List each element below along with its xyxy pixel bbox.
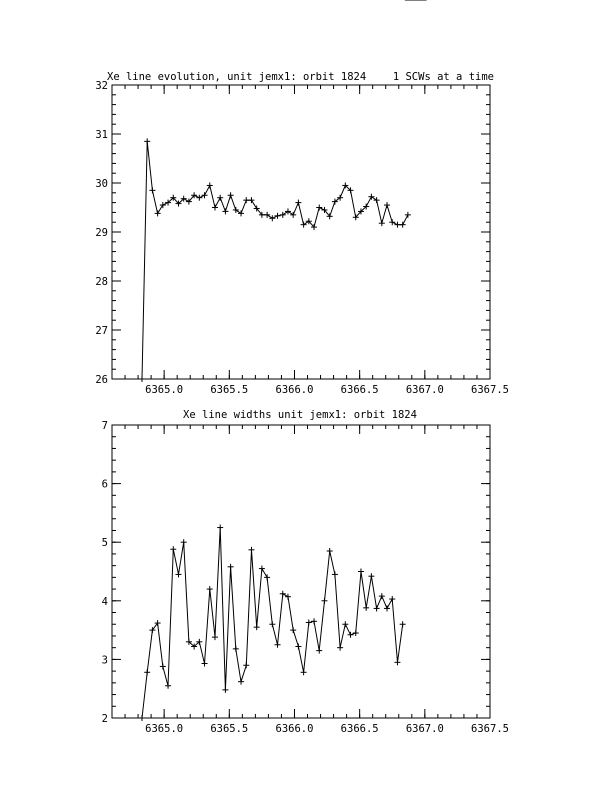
y-tick-label: 32 [95,80,108,92]
data-point [275,642,281,648]
data-point [170,546,176,552]
data-point [394,222,400,228]
xe-line-evolution-panel [95,0,509,396]
data-point [243,662,249,668]
data-point [228,564,234,570]
data-point [342,621,348,627]
data-point [181,539,187,545]
x-tick-label: 6367.5 [471,723,509,735]
data-point [264,212,270,218]
data-point [295,644,301,650]
data-point [374,197,380,203]
data-point [202,192,208,198]
y-tick-label: 3 [101,654,108,667]
data-point [222,208,228,214]
data-point [363,605,369,611]
x-tick-label: 6366.5 [340,384,379,396]
data-point [400,621,406,627]
data-point [259,566,265,572]
data-point [290,627,296,633]
data-point [207,182,213,188]
data-point [332,571,338,577]
x-tick-label: 6367.5 [471,384,509,396]
data-point [358,569,364,575]
x-tick-label: 6367.0 [405,723,444,735]
data-point [160,202,166,208]
y-tick-label: 6 [101,478,108,491]
data-point [368,573,374,579]
data-point [275,213,281,219]
data-point [311,618,317,624]
data-point [374,605,380,611]
data-point [139,715,145,721]
series-line [142,141,408,379]
x-tick-label: 6366.0 [275,723,314,735]
data-point [217,195,223,201]
y-tick-label: 28 [95,276,108,288]
data-point [285,208,291,214]
data-point [217,525,223,531]
data-point [222,687,228,693]
data-point [379,593,385,599]
data-point [368,194,374,200]
data-point [384,202,390,208]
data-point [238,210,244,216]
data-point [405,212,411,218]
data-point [149,187,155,193]
data-point [248,547,254,553]
data-point [144,669,150,675]
plot-frame [112,85,490,379]
data-point [321,598,327,604]
chart-title: Xe line evolution, unit jemx1: orbit 1824 [107,71,367,83]
data-point [139,376,145,382]
data-point [155,210,161,216]
data-point [207,586,213,592]
data-point [389,596,395,602]
y-tick-label: 7 [101,420,108,432]
data-point [348,632,354,638]
data-point [238,679,244,685]
data-point [389,219,395,225]
y-tick-label: 4 [101,595,108,608]
data-point [285,594,291,600]
data-point [202,661,208,667]
data-point [233,646,239,652]
data-point [228,192,234,198]
data-point [353,630,359,636]
y-tick-label: 5 [101,537,108,550]
y-tick-label: 31 [95,129,108,141]
data-point [306,619,312,625]
chart-title: Xe line widths unit jemx1: orbit 1824 [183,409,417,421]
data-point [233,207,239,213]
data-point [295,200,301,206]
data-point [316,648,322,654]
y-tick-label: 29 [95,227,108,239]
data-point [243,197,249,203]
data-point [379,220,385,226]
xe-line-widths-panel [102,0,509,735]
data-point [196,195,202,201]
data-point [290,212,296,218]
data-point [160,663,166,669]
x-tick-label: 6365.0 [145,723,184,735]
x-tick-label: 6367.0 [405,384,444,396]
data-point [248,197,254,203]
data-point [165,683,171,689]
x-tick-label: 6366.0 [275,384,314,396]
data-point [327,548,333,554]
data-point [301,669,307,675]
data-point [254,624,260,630]
data-point [280,591,286,597]
data-point [212,205,218,211]
x-tick-label: 6365.0 [145,384,184,396]
y-tick-label: 27 [95,325,108,337]
data-point [264,574,270,580]
y-tick-label: 26 [95,374,108,386]
data-point [301,222,307,228]
data-point [400,222,406,228]
x-tick-label: 6365.5 [210,384,249,396]
data-point [280,212,286,218]
data-point [394,659,400,665]
chart-subtitle: 1 SCWs at a time [392,71,494,83]
data-point [269,621,275,627]
y-tick-label: 2 [101,713,108,725]
x-tick-label: 6366.5 [340,723,379,735]
data-point [269,215,275,221]
data-point [175,571,181,577]
y-tick-label: 30 [95,178,108,190]
data-point [337,645,343,651]
data-point [384,605,390,611]
x-tick-label: 6365.5 [210,723,249,735]
data-point [144,138,150,144]
data-point [316,205,322,211]
data-point [212,634,218,640]
